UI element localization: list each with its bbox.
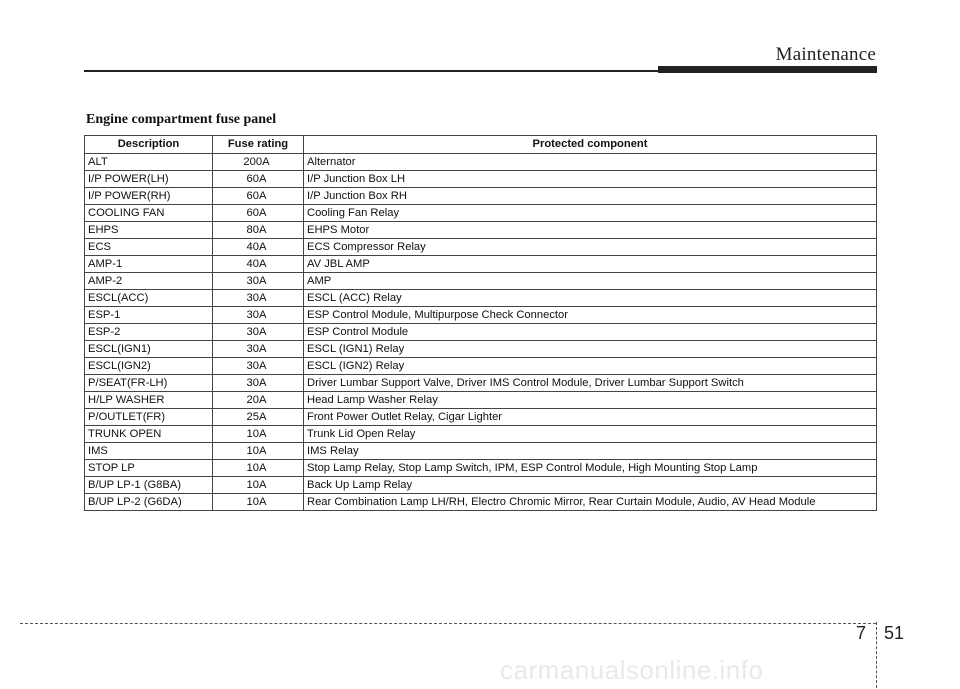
fuse-description: ECS [85, 239, 213, 256]
fuse-component: Front Power Outlet Relay, Cigar Lighter [304, 409, 877, 426]
table-row [85, 426, 877, 443]
fuse-component: AMP [304, 273, 877, 290]
table-row [85, 324, 877, 341]
fuse-component: AV JBL AMP [304, 256, 877, 273]
fuse-rating: 10A [213, 494, 304, 511]
table-row [85, 477, 877, 494]
fuse-description: ESCL(ACC) [85, 290, 213, 307]
fuse-description: EHPS [85, 222, 213, 239]
fuse-rating: 10A [213, 426, 304, 443]
fuse-description: COOLING FAN [85, 205, 213, 222]
fuse-rating: 60A [213, 188, 304, 205]
fuse-description: I/P POWER(RH) [85, 188, 213, 205]
table-row [85, 358, 877, 375]
fuse-description: ESP-2 [85, 324, 213, 341]
header-rule-thick [658, 66, 877, 73]
table-row [85, 290, 877, 307]
fuse-rating: 80A [213, 222, 304, 239]
table-row [85, 494, 877, 511]
table-row [85, 307, 877, 324]
fuse-description: ESCL(IGN1) [85, 341, 213, 358]
fuse-description: I/P POWER(LH) [85, 171, 213, 188]
header-protected-component: Protected component [304, 136, 877, 154]
fuse-component: Stop Lamp Relay, Stop Lamp Switch, IPM, ESP Control Module, High Mounting Stop Lamp [304, 460, 877, 477]
fuse-rating: 30A [213, 358, 304, 375]
fuse-rating: 30A [213, 307, 304, 324]
fuse-component: ESP Control Module [304, 324, 877, 341]
fuse-component: Rear Combination Lamp LH/RH, Electro Chromic Mirror, Rear Curtain Module, Audio, AV Head Module [304, 494, 877, 511]
fuse-component: IMS Relay [304, 443, 877, 460]
fuse-component: ESCL (IGN2) Relay [304, 358, 877, 375]
table-row [85, 222, 877, 239]
table-row [85, 392, 877, 409]
fuse-rating: 30A [213, 290, 304, 307]
fuse-description: AMP-2 [85, 273, 213, 290]
fuse-component: EHPS Motor [304, 222, 877, 239]
table-row [85, 375, 877, 392]
fuse-description: B/UP LP-2 (G6DA) [85, 494, 213, 511]
fuse-table-body [85, 154, 877, 511]
fuse-description: H/LP WASHER [85, 392, 213, 409]
fuse-description: P/OUTLET(FR) [85, 409, 213, 426]
fuse-rating: 40A [213, 256, 304, 273]
table-row [85, 443, 877, 460]
fuse-rating: 30A [213, 341, 304, 358]
table-row [85, 273, 877, 290]
table-row [85, 205, 877, 222]
fuse-component: I/P Junction Box RH [304, 188, 877, 205]
fuse-description: B/UP LP-1 (G8BA) [85, 477, 213, 494]
fuse-description: STOP LP [85, 460, 213, 477]
header-rule-thin [84, 70, 659, 72]
fuse-description: IMS [85, 443, 213, 460]
watermark: carmanualsonline.info [500, 655, 764, 685]
fuse-rating: 10A [213, 477, 304, 494]
fuse-component: Back Up Lamp Relay [304, 477, 877, 494]
table-row [85, 409, 877, 426]
fuse-rating: 30A [213, 273, 304, 290]
fuse-description: TRUNK OPEN [85, 426, 213, 443]
fuse-rating: 40A [213, 239, 304, 256]
fuse-component: ESP Control Module, Multipurpose Check Connector [304, 307, 877, 324]
header-title: Maintenance [775, 44, 876, 65]
page-number: 51 [884, 623, 905, 643]
fuse-table [84, 135, 877, 511]
fuse-component: ECS Compressor Relay [304, 239, 877, 256]
table-row [85, 154, 877, 171]
fuse-rating: 60A [213, 171, 304, 188]
fuse-description: ESP-1 [85, 307, 213, 324]
table-row [85, 460, 877, 477]
fuse-component: ESCL (IGN1) Relay [304, 341, 877, 358]
header-fuse-rating: Fuse rating [213, 136, 304, 154]
table-header-row [85, 136, 877, 154]
section-title: Engine compartment fuse panel [86, 112, 277, 127]
fuse-description: P/SEAT(FR-LH) [85, 375, 213, 392]
fuse-component: ESCL (ACC) Relay [304, 290, 877, 307]
header-description: Description [85, 136, 213, 154]
chapter-number: 7 [856, 623, 867, 643]
footer-vertical-divider [876, 622, 877, 688]
fuse-rating: 30A [213, 324, 304, 341]
table-row [85, 341, 877, 358]
table-row [85, 239, 877, 256]
fuse-component: Cooling Fan Relay [304, 205, 877, 222]
table-row [85, 188, 877, 205]
fuse-component: Head Lamp Washer Relay [304, 392, 877, 409]
fuse-description: ALT [85, 154, 213, 171]
fuse-rating: 10A [213, 443, 304, 460]
fuse-rating: 20A [213, 392, 304, 409]
fuse-rating: 200A [213, 154, 304, 171]
table-row [85, 171, 877, 188]
fuse-description: AMP-1 [85, 256, 213, 273]
fuse-rating: 10A [213, 460, 304, 477]
table-row [85, 256, 877, 273]
fuse-rating: 25A [213, 409, 304, 426]
fuse-component: Alternator [304, 154, 877, 171]
fuse-rating: 60A [213, 205, 304, 222]
fuse-component: Trunk Lid Open Relay [304, 426, 877, 443]
footer-divider [20, 623, 876, 624]
fuse-component: Driver Lumbar Support Valve, Driver IMS Control Module, Driver Lumbar Support Switch [304, 375, 877, 392]
fuse-description: ESCL(IGN2) [85, 358, 213, 375]
fuse-component: I/P Junction Box LH [304, 171, 877, 188]
fuse-rating: 30A [213, 375, 304, 392]
